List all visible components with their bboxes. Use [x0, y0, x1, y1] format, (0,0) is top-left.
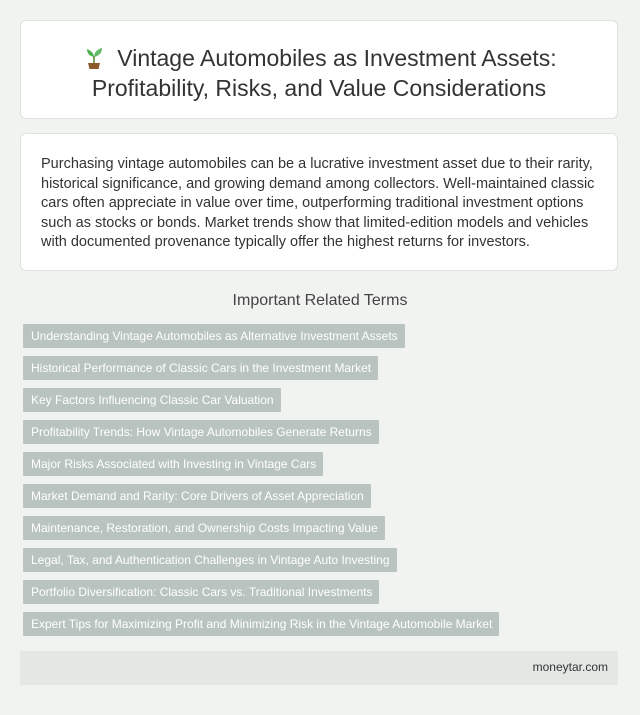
term-tag[interactable]: Understanding Vintage Automobiles as Alternative Investment Assets — [23, 324, 405, 348]
related-terms-list — [23, 324, 623, 644]
term-tag[interactable]: Key Factors Influencing Classic Car Valuation — [23, 388, 281, 412]
page-title-text: Vintage Automobiles as Investment Assets: Profitability, Risks, and Value Considerations — [91, 45, 557, 101]
terms-heading: Important Related Terms — [232, 292, 408, 309]
term-tag[interactable]: Historical Performance of Classic Cars in the Investment Market — [23, 356, 378, 380]
term-tag[interactable]: Legal, Tax, and Authentication Challenges in Vintage Auto Investing — [23, 548, 397, 572]
term-tag[interactable]: Portfolio Diversification: Classic Cars vs. Traditional Investments — [23, 580, 379, 604]
term-tag[interactable]: Major Risks Associated with Investing in Vintage Cars — [23, 452, 323, 476]
term-tag[interactable]: Market Demand and Rarity: Core Drivers of Asset Appreciation — [23, 484, 371, 508]
sprout-icon — [81, 44, 107, 70]
footer — [20, 651, 618, 685]
summary-text: Purchasing vintage automobiles can be a lucrative investment asset due to their rarity, historical significance, and growing demand among collectors. Well-maintained classic cars often appreciate in value over time, outperforming traditional investment options such as stocks or bonds. Market trends show that limited-edition models and vehicles with documented provenance typically offer the highest returns for investors. — [41, 156, 595, 250]
summary-card — [20, 133, 618, 271]
title-card — [20, 20, 618, 119]
term-tag[interactable]: Profitability Trends: How Vintage Automobiles Generate Returns — [23, 420, 379, 444]
term-tag[interactable]: Maintenance, Restoration, and Ownership Costs Impacting Value — [23, 516, 385, 540]
page-title — [21, 21, 617, 103]
term-tag[interactable]: Expert Tips for Maximizing Profit and Minimizing Risk in the Vintage Automobile Market — [23, 612, 499, 636]
footer-site-link[interactable]: moneytar.com — [532, 660, 608, 674]
